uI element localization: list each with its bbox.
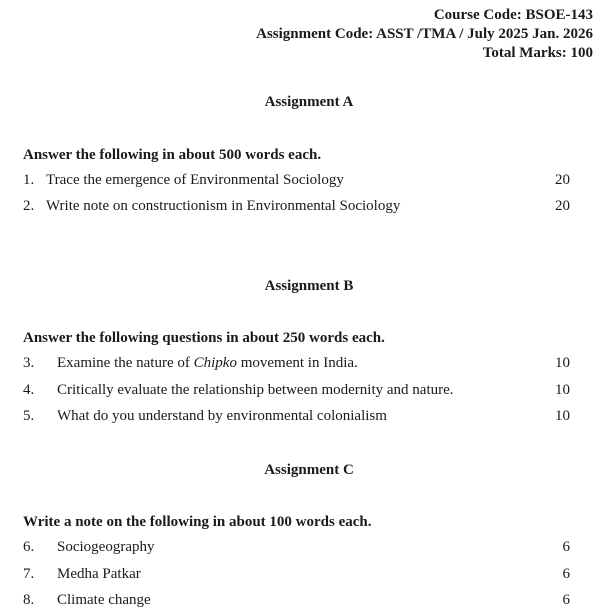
question-number: 2. bbox=[23, 198, 35, 214]
question-text: Trace the emergence of Environmental Sociology bbox=[46, 172, 344, 188]
question-text: Examine the nature of Chipko movement in India. bbox=[57, 355, 358, 371]
section-title-a: Assignment A bbox=[264, 94, 354, 110]
question-number: 3. bbox=[23, 355, 35, 371]
assignment-code: Assignment Code: ASST /TMA / July 2025 Jan. 2026 bbox=[256, 26, 593, 42]
section-title-c: Assignment C bbox=[264, 462, 354, 478]
question-row bbox=[23, 172, 570, 189]
question-marks: 10 bbox=[555, 408, 570, 424]
question-marks: 6 bbox=[562, 592, 570, 608]
question-row bbox=[23, 198, 570, 215]
question-row bbox=[23, 592, 570, 609]
question-marks: 6 bbox=[562, 539, 570, 555]
question-marks: 20 bbox=[555, 172, 570, 188]
question-text: Write note on constructionism in Environmental Sociology bbox=[46, 198, 401, 214]
instruction-a: Answer the following in about 500 words each. bbox=[23, 147, 322, 163]
question-marks: 20 bbox=[555, 198, 570, 214]
question-text: Medha Patkar bbox=[57, 566, 141, 582]
question-marks: 6 bbox=[562, 566, 570, 582]
question-number: 1. bbox=[23, 172, 35, 188]
question-row bbox=[23, 408, 570, 425]
question-row bbox=[23, 566, 570, 583]
question-marks: 10 bbox=[555, 382, 570, 398]
total-marks: Total Marks: 100 bbox=[482, 45, 593, 61]
question-number: 4. bbox=[23, 382, 35, 398]
question-marks: 10 bbox=[555, 355, 570, 371]
question-text: Sociogeography bbox=[57, 539, 155, 555]
instruction-b: Answer the following questions in about 250 words each. bbox=[23, 330, 385, 346]
instruction-c: Write a note on the following in about 100 words each. bbox=[23, 514, 372, 530]
course-code: Course Code: BSOE-143 bbox=[433, 7, 593, 23]
question-number: 8. bbox=[23, 592, 35, 608]
section-title-b: Assignment B bbox=[264, 278, 354, 294]
question-text: What do you understand by environmental colonialism bbox=[57, 408, 387, 424]
question-row bbox=[23, 355, 570, 372]
question-number: 7. bbox=[23, 566, 35, 582]
document-header bbox=[256, 6, 593, 63]
question-row bbox=[23, 382, 570, 399]
question-text: Climate change bbox=[57, 592, 151, 608]
question-row bbox=[23, 539, 570, 556]
question-number: 6. bbox=[23, 539, 35, 555]
chipko-italic: Chipko bbox=[193, 355, 237, 371]
question-number: 5. bbox=[23, 408, 35, 424]
question-text: Critically evaluate the relationship between modernity and nature. bbox=[57, 382, 454, 398]
